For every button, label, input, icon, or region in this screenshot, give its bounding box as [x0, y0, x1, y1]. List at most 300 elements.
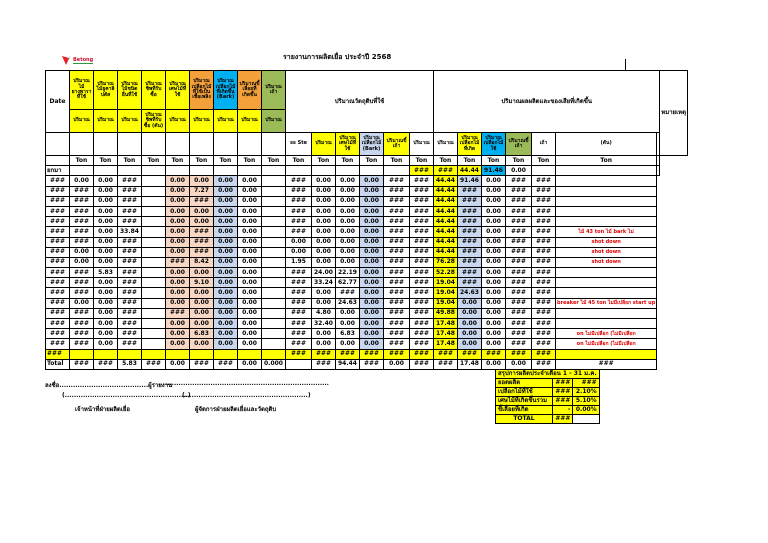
sub-header: ปริมาณ — [118, 110, 142, 133]
data-cell: 0.00 — [312, 288, 336, 298]
data-cell: 0.00 — [94, 308, 118, 318]
data-cell: 0.00 — [238, 339, 262, 349]
data-cell — [142, 278, 166, 288]
remark-cell: on ไม่มีเปลือก (ไม่มีเปลือก — [556, 339, 657, 349]
page-title: รายงานการผลิตเยื่อ ประจำปี 2568 — [283, 53, 392, 61]
date-cell: ### — [46, 217, 70, 227]
date-cell: ### — [46, 237, 70, 247]
data-cell: ### — [532, 329, 556, 339]
sub-header: ปริมาณขี้เถ้า — [384, 133, 410, 156]
empty-cell — [118, 133, 142, 156]
remark-cell — [556, 288, 657, 298]
data-cell: 49.88 — [434, 308, 458, 318]
sub-header: ปริมาณ — [434, 133, 458, 156]
data-cell: 0.00 — [94, 319, 118, 329]
remark-cell — [556, 268, 657, 278]
data-cell: ### — [70, 339, 94, 349]
unit-cell: Ton — [532, 156, 556, 166]
signature-right-line: ........................................................................... — [158, 380, 329, 387]
data-cell: 0.00 — [336, 227, 360, 237]
unit-cell: Ton — [118, 156, 142, 166]
data-cell: ### — [70, 308, 94, 318]
data-cell — [142, 217, 166, 227]
data-cell: 0.00 — [238, 319, 262, 329]
data-cell: 0.00 — [214, 268, 238, 278]
data-cell: 0.00 — [166, 288, 190, 298]
data-cell — [142, 308, 166, 318]
data-cell — [142, 329, 166, 339]
sub-header: ss Ste — [286, 133, 312, 156]
column-header: ปริมาณเปลือกไม้ที่เกิดขึ้น (Bark) — [214, 71, 238, 110]
data-cell: ### — [532, 298, 556, 308]
data-cell: 0.00 — [166, 196, 190, 206]
data-cell: ### — [410, 288, 434, 298]
data-cell: ### — [532, 186, 556, 196]
table-row — [46, 186, 688, 196]
total-cell: 94.44 — [336, 359, 360, 369]
unit-cell: Ton — [166, 156, 190, 166]
data-cell: 0.00 — [482, 329, 506, 339]
remark-cell — [556, 319, 657, 329]
sub-header: ปริมาณขี้เถ้า — [506, 133, 532, 156]
remark-cell — [556, 206, 657, 216]
data-cell: ### — [532, 247, 556, 257]
total-cell — [286, 359, 312, 369]
data-cell: ### — [384, 227, 410, 237]
data-cell: ### — [286, 308, 312, 318]
data-cell: 0.00 — [360, 329, 384, 339]
data-cell: 44.44 — [434, 186, 458, 196]
signature-left-paren: (......................................................) — [62, 392, 191, 399]
data-cell: ### — [190, 196, 214, 206]
data-cell: ### — [70, 186, 94, 196]
empty-cell — [657, 166, 660, 176]
data-cell: 0.00 — [166, 329, 190, 339]
data-cell: 0.00 — [190, 217, 214, 227]
data-cell — [142, 206, 166, 216]
data-cell — [262, 329, 286, 339]
empty-cell — [657, 156, 660, 166]
total-cell: 0.00 — [166, 359, 190, 369]
data-cell: ### — [336, 288, 360, 298]
summary-label: เศษไม้ที่เกิดขึ้นรวม — [496, 397, 553, 406]
subtotal-row — [46, 349, 688, 359]
data-cell: ### — [166, 308, 190, 318]
data-cell: 0.00 — [214, 329, 238, 339]
group-header-materials: ปริมาณวัตถุดิบที่ใช้ — [286, 71, 434, 133]
sub-header: ปริมาณ — [410, 133, 434, 156]
data-cell: ### — [532, 339, 556, 349]
empty-cell — [556, 349, 657, 359]
data-cell: 76.28 — [434, 257, 458, 267]
data-cell: ### — [286, 298, 312, 308]
data-cell: 19.04 — [434, 298, 458, 308]
data-cell: ### — [506, 186, 532, 196]
data-cell: ### — [384, 186, 410, 196]
data-cell: ### — [506, 247, 532, 257]
data-cell: 0.00 — [214, 339, 238, 349]
data-cell: 0.00 — [214, 308, 238, 318]
data-cell: 0.00 — [94, 298, 118, 308]
subtotal-cell: ### — [532, 349, 556, 359]
data-cell: 0.00 — [360, 217, 384, 227]
data-cell — [262, 196, 286, 206]
data-cell: ### — [532, 217, 556, 227]
data-cell — [262, 206, 286, 216]
data-cell: 0.00 — [214, 298, 238, 308]
total-cell: 0.00 — [238, 359, 262, 369]
data-cell — [262, 288, 286, 298]
data-cell: 0.00 — [458, 319, 482, 329]
data-cell: 0.00 — [360, 247, 384, 257]
data-cell: 0.00 — [312, 339, 336, 349]
data-cell: 7.27 — [190, 186, 214, 196]
remark-cell — [556, 308, 657, 318]
data-cell: 0.00 — [190, 308, 214, 318]
unit-cell: Ton — [434, 156, 458, 166]
data-cell: 0.00 — [94, 176, 118, 186]
date-cell: ### — [46, 268, 70, 278]
remark-cell: shot down — [556, 237, 657, 247]
data-cell: ### — [286, 217, 312, 227]
total-cell: ### — [532, 359, 556, 369]
carry-cell — [166, 166, 190, 176]
data-cell — [262, 298, 286, 308]
data-cell: ### — [286, 329, 312, 339]
data-cell: 0.00 — [214, 278, 238, 288]
date-cell: ### — [46, 227, 70, 237]
column-header: ปริมาณเถ้า — [262, 71, 286, 110]
data-cell — [262, 176, 286, 186]
data-cell — [142, 288, 166, 298]
data-cell: ### — [506, 237, 532, 247]
unit-cell: Ton — [262, 156, 286, 166]
data-cell: 0.00 — [166, 319, 190, 329]
text-cursor — [625, 59, 626, 70]
data-cell — [142, 298, 166, 308]
data-cell — [262, 319, 286, 329]
sub-header: ปริมาณเปลือกไม้ที่เกิด — [458, 133, 482, 156]
data-cell: 0.00 — [360, 196, 384, 206]
data-cell: 0.00 — [458, 339, 482, 349]
unit-cell: Ton — [556, 156, 657, 166]
data-cell: ### — [384, 176, 410, 186]
data-cell: ### — [532, 206, 556, 216]
data-cell: ### — [458, 217, 482, 227]
data-cell: 0.00 — [336, 217, 360, 227]
carry-cell: 91.46 — [482, 166, 506, 176]
data-cell: 0.00 — [238, 308, 262, 318]
summary-title: สรุปการผลิตประจำเดือน 1 - 31 ม.ค. — [496, 370, 600, 379]
data-cell: 24.63 — [336, 298, 360, 308]
data-cell: 0.00 — [238, 329, 262, 339]
data-cell: 0.00 — [360, 278, 384, 288]
data-cell: 0.00 — [70, 298, 94, 308]
data-cell: 0.00 — [214, 206, 238, 216]
data-cell — [262, 217, 286, 227]
sub-header: ปริมาณเศษไม้ที่ใช้ — [336, 133, 360, 156]
total-cell: ### — [190, 359, 214, 369]
data-cell: ### — [70, 217, 94, 227]
data-cell: ### — [532, 268, 556, 278]
data-cell: ### — [286, 288, 312, 298]
sub-header: ปริมาณ — [312, 133, 336, 156]
data-cell: 17.48 — [434, 329, 458, 339]
signature-left-title: เจ้าหน้าที่ฝ่ายผลิตเยื่อ — [75, 406, 130, 413]
unit-cell: Ton — [458, 156, 482, 166]
summary-value: ### — [553, 388, 573, 397]
empty-cell — [190, 133, 214, 156]
data-cell: ### — [384, 206, 410, 216]
data-cell: 52.28 — [434, 268, 458, 278]
data-cell: 0.00 — [482, 237, 506, 247]
data-cell — [262, 186, 286, 196]
data-cell: 0.00 — [166, 268, 190, 278]
data-cell — [142, 257, 166, 267]
summary-label: เปลือกไม้ที่ใช้ — [496, 388, 553, 397]
carry-cell: 0.00 — [506, 166, 532, 176]
data-cell: 0.00 — [360, 206, 384, 216]
empty-cell — [238, 133, 262, 156]
carry-cell: ### — [410, 166, 434, 176]
table-row — [46, 329, 688, 339]
data-cell: ### — [506, 176, 532, 186]
data-cell: 0.00 — [214, 288, 238, 298]
date-cell: ### — [46, 206, 70, 216]
data-cell: 0.00 — [214, 257, 238, 267]
data-cell: 0.00 — [336, 206, 360, 216]
header-row-top — [46, 71, 688, 110]
data-cell — [142, 176, 166, 186]
data-cell: 0.00 — [482, 176, 506, 186]
data-cell: 0.00 — [336, 176, 360, 186]
sub-header: ปริมาณ — [262, 110, 286, 133]
carry-cell — [142, 166, 166, 176]
data-cell: 0.00 — [70, 257, 94, 267]
table-row — [46, 217, 688, 227]
data-cell: 0.00 — [94, 339, 118, 349]
table-row — [46, 206, 688, 216]
table-row — [46, 288, 688, 298]
remark-cell: ไม้ 43 ton ไม้ bark ไม่ — [556, 227, 657, 237]
data-cell: ### — [410, 206, 434, 216]
data-cell: ### — [506, 278, 532, 288]
carry-cell: ### — [434, 166, 458, 176]
unit-cell: Ton — [384, 156, 410, 166]
data-cell: ### — [384, 329, 410, 339]
empty-cell — [166, 133, 190, 156]
total-cell: ### — [410, 359, 434, 369]
column-header: ปริมาณขี้เลื่อยที่เกิดขึ้น — [238, 71, 262, 110]
subtotal-cell: ### — [312, 349, 336, 359]
data-cell: 0.00 — [214, 196, 238, 206]
data-cell: 0.00 — [336, 339, 360, 349]
sub-header: (ตัน) — [556, 133, 657, 156]
carry-cell — [336, 166, 360, 176]
data-cell: ### — [506, 319, 532, 329]
data-cell — [142, 227, 166, 237]
data-cell: ### — [384, 339, 410, 349]
data-cell: ### — [190, 227, 214, 237]
subtotal-cell: ### — [336, 349, 360, 359]
unit-cell: Ton — [506, 156, 532, 166]
total-cell: ### — [142, 359, 166, 369]
data-cell — [262, 339, 286, 349]
data-cell: ### — [384, 237, 410, 247]
data-cell: 0.00 — [238, 247, 262, 257]
table-row — [46, 176, 688, 186]
data-cell: 0.00 — [238, 288, 262, 298]
total-cell: ### — [312, 359, 336, 369]
date-cell: ### — [46, 176, 70, 186]
data-cell: 33.24 — [312, 278, 336, 288]
subtotal-cell — [118, 349, 142, 359]
data-cell: 33.84 — [118, 227, 142, 237]
table-row — [46, 237, 688, 247]
data-cell: ### — [384, 268, 410, 278]
data-cell — [142, 247, 166, 257]
date-cell: ### — [46, 298, 70, 308]
data-cell: 0.00 — [458, 298, 482, 308]
carry-cell — [70, 166, 94, 176]
production-table — [45, 70, 688, 370]
sub-header: ปริมาณ — [190, 110, 214, 133]
data-cell: ### — [410, 319, 434, 329]
data-cell: ### — [286, 186, 312, 196]
sub-header: ปริมาณ — [70, 110, 94, 133]
data-cell: 0.00 — [190, 206, 214, 216]
data-cell: ### — [118, 278, 142, 288]
data-cell: 0.00 — [312, 247, 336, 257]
data-cell: ### — [384, 298, 410, 308]
data-cell — [262, 268, 286, 278]
carry-cell — [190, 166, 214, 176]
data-cell: 0.00 — [312, 176, 336, 186]
data-cell: ### — [506, 268, 532, 278]
table-row — [46, 298, 688, 308]
summary-value: ### — [553, 379, 573, 388]
remark-cell: shot down — [556, 247, 657, 257]
data-cell: 0.00 — [312, 298, 336, 308]
data-cell: 0.00 — [238, 227, 262, 237]
data-cell: 0.00 — [94, 186, 118, 196]
unit-cell: Ton — [360, 156, 384, 166]
data-cell: ### — [532, 308, 556, 318]
data-cell: 19.04 — [434, 278, 458, 288]
data-cell: ### — [506, 206, 532, 216]
data-cell: ### — [166, 257, 190, 267]
data-cell: ### — [410, 339, 434, 349]
data-cell: 0.00 — [214, 176, 238, 186]
data-cell: 0.00 — [360, 308, 384, 318]
remark-cell — [556, 176, 657, 186]
unit-row — [46, 156, 688, 166]
empty-cell — [262, 133, 286, 156]
data-cell: 0.00 — [336, 186, 360, 196]
data-cell: ### — [118, 206, 142, 216]
data-cell: 0.00 — [214, 186, 238, 196]
data-cell: 0.00 — [238, 237, 262, 247]
unit-cell: Ton — [312, 156, 336, 166]
empty-cell — [94, 133, 118, 156]
remark-cell — [556, 278, 657, 288]
data-cell: 0.00 — [238, 257, 262, 267]
data-cell: ### — [458, 206, 482, 216]
data-cell: 0.00 — [482, 257, 506, 267]
data-cell: 0.00 — [482, 206, 506, 216]
data-cell: 32.40 — [312, 319, 336, 329]
data-cell: ### — [118, 247, 142, 257]
subtotal-cell: ### — [286, 349, 312, 359]
data-cell — [142, 319, 166, 329]
data-cell: ### — [190, 247, 214, 257]
subtotal-cell: ### — [434, 349, 458, 359]
data-cell: 0.00 — [94, 217, 118, 227]
data-cell: 0.00 — [70, 247, 94, 257]
subtotal-cell — [262, 349, 286, 359]
data-cell: 0.00 — [238, 278, 262, 288]
remark-cell — [556, 217, 657, 227]
data-cell: ### — [70, 237, 94, 247]
data-cell: 22.19 — [336, 268, 360, 278]
company-logo — [60, 52, 100, 66]
data-cell: ### — [118, 339, 142, 349]
date-cell: ### — [46, 308, 70, 318]
data-cell — [262, 237, 286, 247]
data-cell: ### — [506, 288, 532, 298]
carry-label: ยกมา — [46, 166, 70, 176]
data-cell: 44.44 — [434, 206, 458, 216]
total-cell: 0.00 — [384, 359, 410, 369]
data-cell: ### — [118, 319, 142, 329]
table-row — [46, 278, 688, 288]
data-cell: 0.00 — [482, 268, 506, 278]
data-cell — [262, 227, 286, 237]
data-cell: ### — [506, 196, 532, 206]
column-header: ปริมาณไม้ชนิดอื่นที่ใช้ — [118, 71, 142, 110]
summary-pct: 2.10% — [573, 388, 599, 397]
unit-cell: Ton — [94, 156, 118, 166]
data-cell: ### — [286, 268, 312, 278]
subtotal-cell: ### — [482, 349, 506, 359]
total-cell: 0.00 — [482, 359, 506, 369]
data-cell: 91.46 — [458, 176, 482, 186]
data-cell: 0.00 — [336, 257, 360, 267]
summary-label: ขี้เลื่อยที่เกิด — [496, 406, 553, 415]
data-cell: 0.00 — [238, 196, 262, 206]
data-cell: ### — [384, 217, 410, 227]
total-cell: ### — [434, 359, 458, 369]
data-cell: 0.00 — [94, 206, 118, 216]
data-cell: 0.00 — [312, 227, 336, 237]
data-cell: 0.00 — [238, 186, 262, 196]
data-cell: ### — [384, 288, 410, 298]
data-cell: 24.63 — [458, 288, 482, 298]
data-cell: 0.00 — [312, 206, 336, 216]
sub-header: เถ้า — [532, 133, 556, 156]
data-cell: ### — [286, 227, 312, 237]
summary-label: ยอดผลิต — [496, 379, 553, 388]
data-cell: ### — [458, 278, 482, 288]
data-cell: 0.00 — [312, 186, 336, 196]
svg-text:Betong: Betong — [73, 57, 94, 63]
data-cell: 0.00 — [360, 237, 384, 247]
data-cell: 0.00 — [94, 257, 118, 267]
summary-total-label: TOTAL — [496, 415, 553, 424]
data-cell: 0.00 — [238, 298, 262, 308]
subtotal-cell — [142, 349, 166, 359]
date-cell: ### — [46, 319, 70, 329]
